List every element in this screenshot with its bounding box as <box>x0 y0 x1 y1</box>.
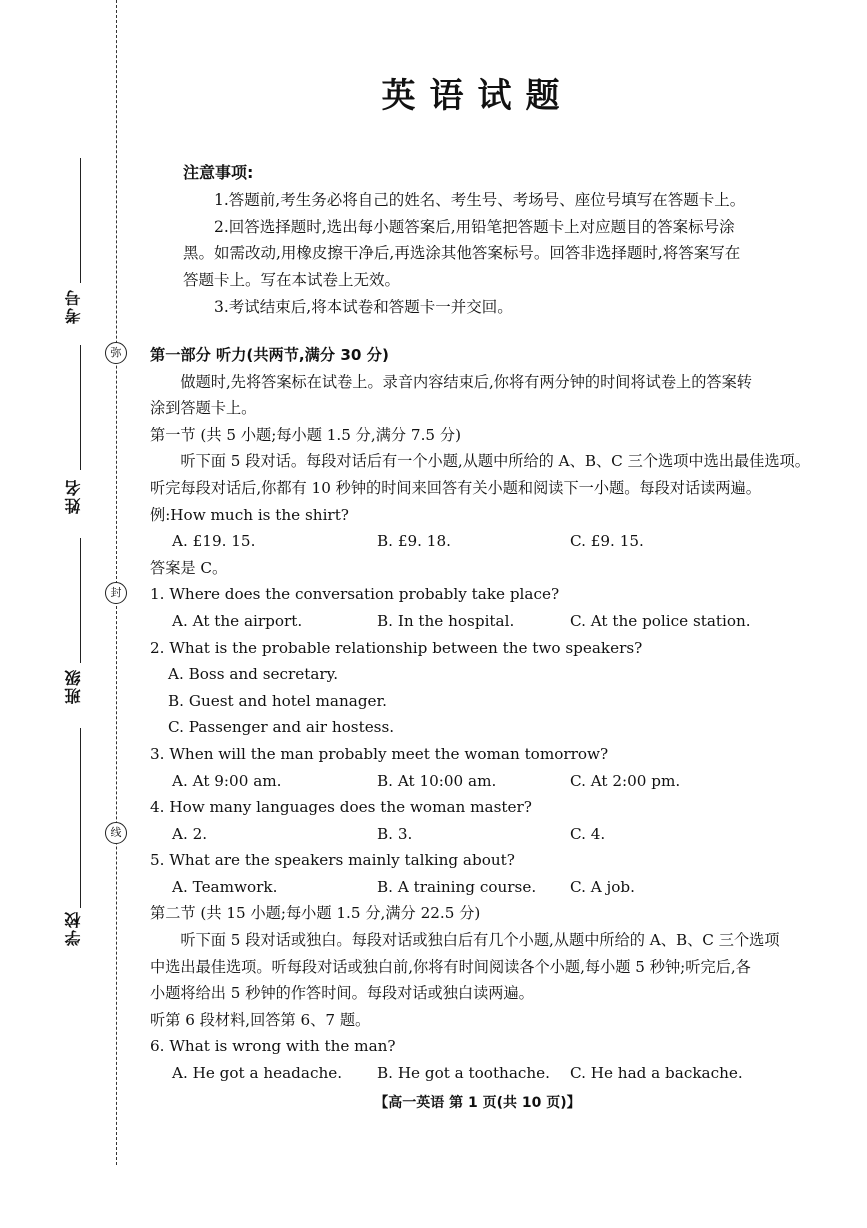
option-a: A. Teamwork. <box>172 877 278 896</box>
name-label: 姓名 <box>64 478 83 514</box>
listening-part <box>150 342 810 1087</box>
option-c: C. He had a backache. <box>570 1064 743 1083</box>
question-6-options <box>150 1060 810 1087</box>
option-b: B. 3. <box>377 824 413 843</box>
question-5-options <box>150 874 810 901</box>
seal-char-feng: 封 <box>105 582 127 604</box>
section2-instr-2: 中选出最佳选项。听每段对话或独白前,你将有时间阅读各个小题,每小题 5 秒钟;听完后,各 <box>150 957 751 976</box>
notice-item-3: 3.考试结束后,将本试卷和答题卡一并交回。 <box>214 297 513 316</box>
option-b: B. £9. 18. <box>377 532 451 551</box>
part1-instr-2: 涂到答题卡上。 <box>150 399 257 418</box>
section1-instr-1: 听下面 5 段对话。每段对话后有一个小题,从题中所给的 A、B、C 三个选项中选出最佳选项。 <box>180 452 810 471</box>
option-b: B. Guest and hotel manager. <box>168 691 387 710</box>
question-3: 3. When will the man probably meet the woman tomorrow? <box>150 744 609 763</box>
seal-char-mi: 弥 <box>105 342 127 364</box>
notice-heading: 注意事项: <box>183 163 254 182</box>
part1-heading: 第一部分 听力(共两节,满分 30 分) <box>150 346 389 364</box>
option-a: A. £19. 15. <box>172 532 256 551</box>
exam-title: 英语试题 <box>381 76 574 116</box>
option-c: C. A job. <box>570 877 635 896</box>
option-b: B. A training course. <box>377 877 537 896</box>
notice-block <box>183 160 793 321</box>
exam-number-line <box>80 158 81 283</box>
question-6: 6. What is wrong with the man? <box>150 1037 396 1056</box>
section1-heading: 第一节 (共 5 小题;每小题 1.5 分,满分 7.5 分) <box>150 425 461 444</box>
example-answer: 答案是 C。 <box>150 558 228 577</box>
page-footer: 【高一英语 第 1 页(共 10 页)】 <box>374 1095 581 1111</box>
question-1: 1. Where does the conversation probably take place? <box>150 585 560 604</box>
option-a: A. He got a headache. <box>172 1064 343 1083</box>
exam-number-label: 考号 <box>64 288 83 324</box>
notice-item-2: 2.回答选择题时,选出每小题答案后,用铅笔把答题卡上对应题目的答案标号涂 <box>214 217 735 236</box>
notice-item-1: 1.答题前,考生务必将自己的姓名、考生号、考场号、座位号填写在答题卡上。 <box>214 190 746 209</box>
material-6-note: 听第 6 段材料,回答第 6、7 题。 <box>150 1010 371 1029</box>
question-4: 4. How many languages does the woman master? <box>150 798 532 817</box>
option-b: B. At 10:00 am. <box>377 771 497 790</box>
option-b: B. He got a toothache. <box>377 1064 550 1083</box>
part1-instr-1: 做题时,先将答案标在试卷上。录音内容结束后,你将有两分钟的时间将试卷上的答案转 <box>180 372 752 391</box>
option-a: A. At 9:00 am. <box>172 771 282 790</box>
option-c: C. 4. <box>570 824 606 843</box>
question-5: 5. What are the speakers mainly talking about? <box>150 851 515 870</box>
section2-heading: 第二节 (共 15 小题;每小题 1.5 分,满分 22.5 分) <box>150 904 481 923</box>
name-line <box>80 345 81 470</box>
question-3-options <box>150 768 810 795</box>
option-c: C. Passenger and air hostess. <box>168 718 395 737</box>
notice-item-2-end: 答题卡上。写在本试卷上无效。 <box>183 271 401 290</box>
notice-item-2-cont: 黑。如需改动,用橡皮擦干净后,再选涂其他答案标号。回答非选择题时,将答案写在 <box>183 244 741 263</box>
section2-instr-3: 小题将给出 5 秒钟的作答时间。每段对话或独白读两遍。 <box>150 984 534 1003</box>
option-c: C. At the police station. <box>570 611 751 630</box>
section2-instr-1: 听下面 5 段对话或独白。每段对话或独白后有几个小题,从题中所给的 A、B、C 三个选项 <box>180 931 780 950</box>
question-2: 2. What is the probable relationship between the two speakers? <box>150 638 643 657</box>
option-a: A. 2. <box>172 824 208 843</box>
option-a: A. Boss and secretary. <box>168 665 339 684</box>
option-b: B. In the hospital. <box>377 611 515 630</box>
question-1-options <box>150 608 810 635</box>
option-a: A. At the airport. <box>172 611 303 630</box>
seal-char-xian: 线 <box>105 822 127 844</box>
option-c: C. At 2:00 pm. <box>570 771 681 790</box>
example-options <box>150 528 810 555</box>
school-label: 学校 <box>64 910 83 946</box>
section1-instr-2: 听完每段对话后,你都有 10 秒钟的时间来回答有关小题和阅读下一小题。每段对话读两遍。 <box>150 478 761 497</box>
option-c: C. £9. 15. <box>570 532 644 551</box>
example-question: 例:How much is the shirt? <box>150 505 349 524</box>
class-label: 班级 <box>64 668 83 704</box>
question-4-options <box>150 821 810 848</box>
school-line <box>80 728 81 908</box>
class-line <box>80 538 81 663</box>
